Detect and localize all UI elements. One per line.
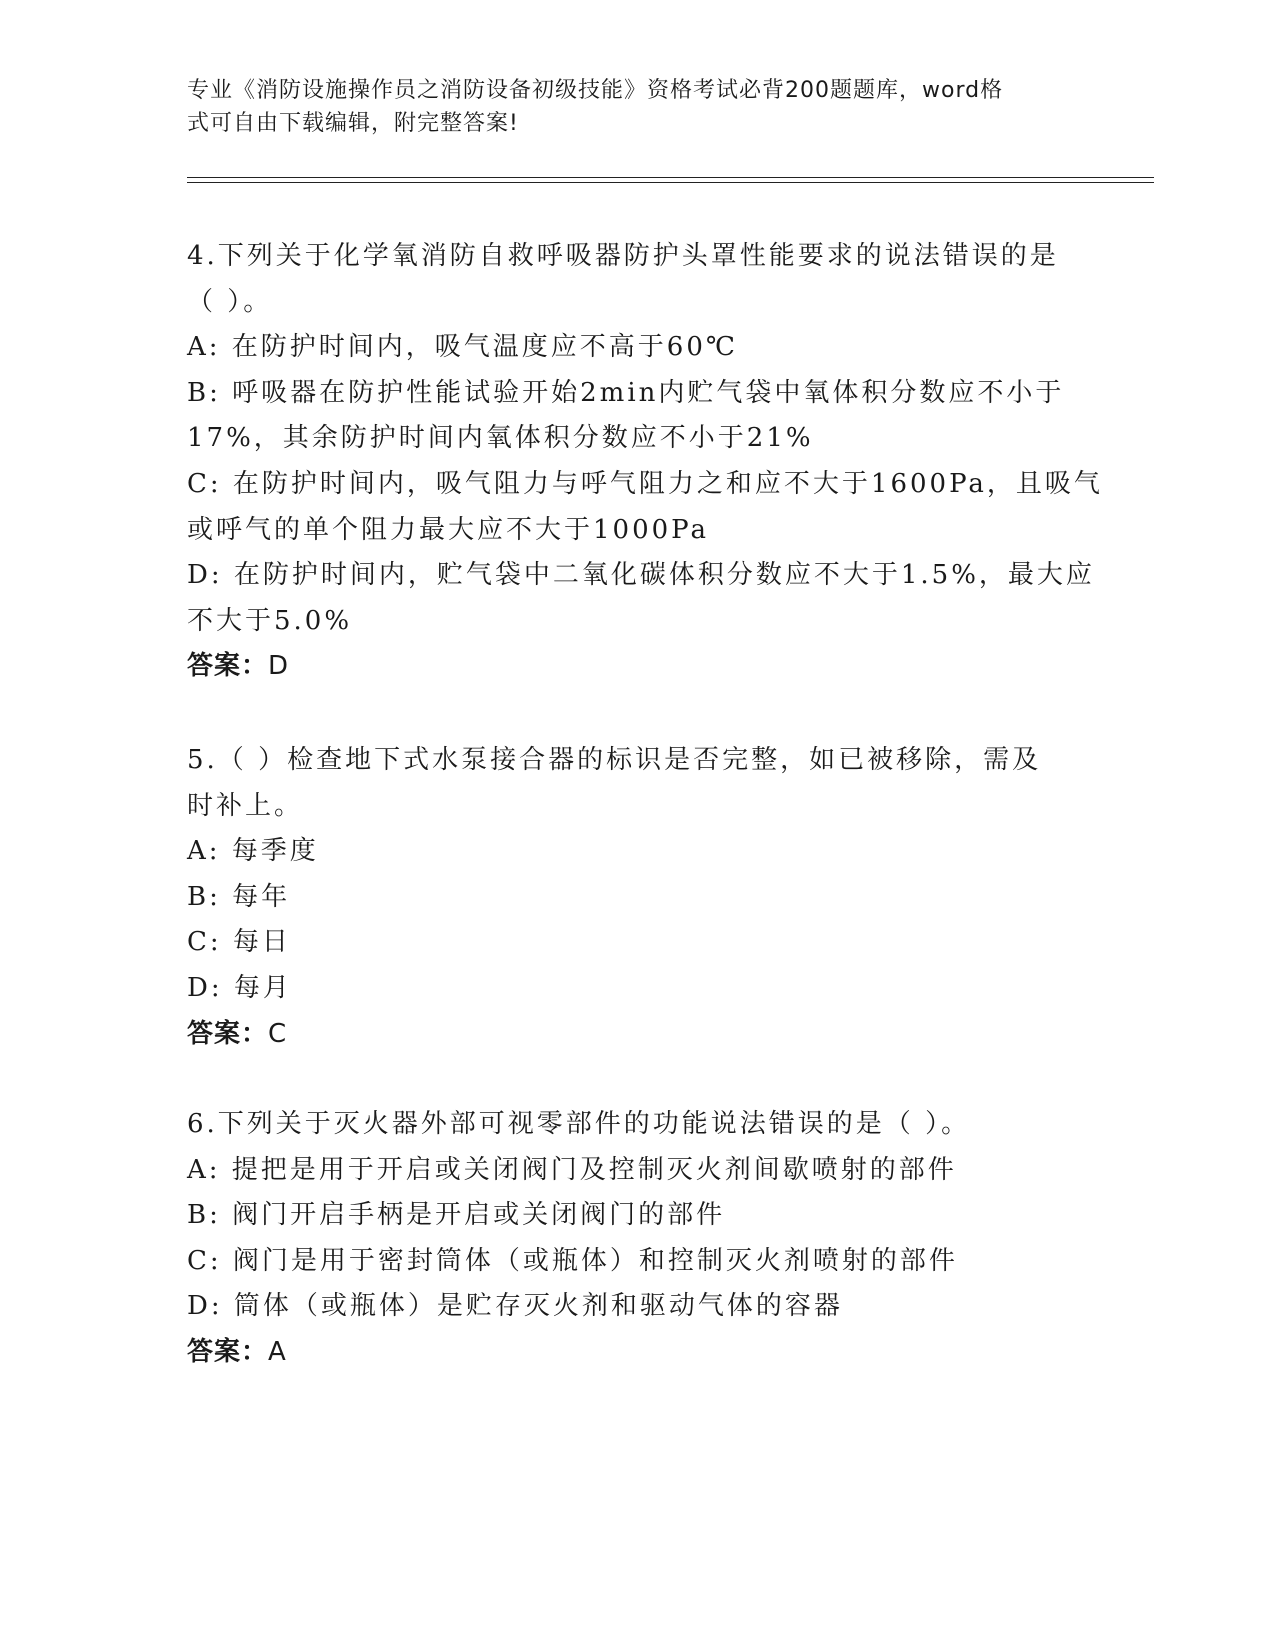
- option-b: B: 每年: [187, 881, 291, 912]
- header-line-1: 专业《消防设施操作员之消防设备初级技能》资格考试必背200题题库，word格: [187, 78, 1004, 103]
- question-6: [187, 1102, 1087, 1376]
- question-stem-line: （ ）。: [187, 286, 273, 317]
- answer-line: [187, 1012, 1087, 1058]
- option-c-cont: 或呼气的单个阻力最大应不大于1000Pa: [187, 514, 709, 545]
- option-a: A: 提把是用于开启或关闭阀门及控制灭火剂间歇喷射的部件: [187, 1154, 957, 1185]
- answer-value: A: [268, 1336, 287, 1367]
- option-a: A: 每季度: [187, 836, 319, 867]
- header-rule-top: [187, 177, 1154, 178]
- answer-label: 答案：: [187, 651, 269, 682]
- question-stem-line: 4.下列关于化学氧消防自救呼吸器防护头罩性能要求的说法错误的是: [187, 241, 1059, 271]
- option-d: D: 筒体（或瓶体）是贮存灭火剂和驱动气体的容器: [187, 1291, 843, 1322]
- answer-line: [187, 1330, 1087, 1376]
- header-rule-bottom: [187, 182, 1154, 183]
- question-4: [187, 234, 1103, 690]
- option-d: D: 在防护时间内，贮气袋中二氧化碳体积分数应不大于1.5%，最大应: [187, 560, 1095, 591]
- option-b-cont: 17%，其余防护时间内氧体积分数应不小于21%: [187, 423, 814, 454]
- option-c: C: 每日: [187, 927, 291, 958]
- option-b: B: 呼吸器在防护性能试验开始2min内贮气袋中氧体积分数应不小于: [187, 377, 1065, 408]
- answer-label: 答案：: [187, 1336, 269, 1367]
- header-line-2: 式可自由下载编辑，附完整答案!: [187, 111, 519, 136]
- answer-value: C: [268, 1018, 288, 1049]
- answer-line: [187, 644, 1087, 690]
- option-c: C: 在防护时间内，吸气阻力与呼气阻力之和应不大于1600Pa，且吸气: [187, 468, 1103, 499]
- option-d: D: 每月: [187, 972, 292, 1003]
- option-d-cont: 不大于5.0%: [187, 605, 353, 636]
- option-c: C: 阀门是用于密封筒体（或瓶体）和控制灭火剂喷射的部件: [187, 1245, 958, 1276]
- question-stem-line: 5.（ ）检查地下式水泵接合器的标识是否完整，如已被移除，需及: [187, 745, 1042, 775]
- answer-label: 答案：: [187, 1018, 269, 1049]
- document-header: [187, 74, 1087, 140]
- question-stem-line: 时补上。: [187, 790, 304, 821]
- answer-value: D: [268, 651, 290, 682]
- question-stem-line: 6.下列关于灭火器外部可视零部件的功能说法错误的是（ ）。: [187, 1109, 971, 1139]
- option-a: A: 在防护时间内，吸气温度应不高于60℃: [187, 332, 738, 363]
- question-5: [187, 738, 1087, 1057]
- option-b: B: 阀门开启手柄是开启或关闭阀门的部件: [187, 1200, 726, 1231]
